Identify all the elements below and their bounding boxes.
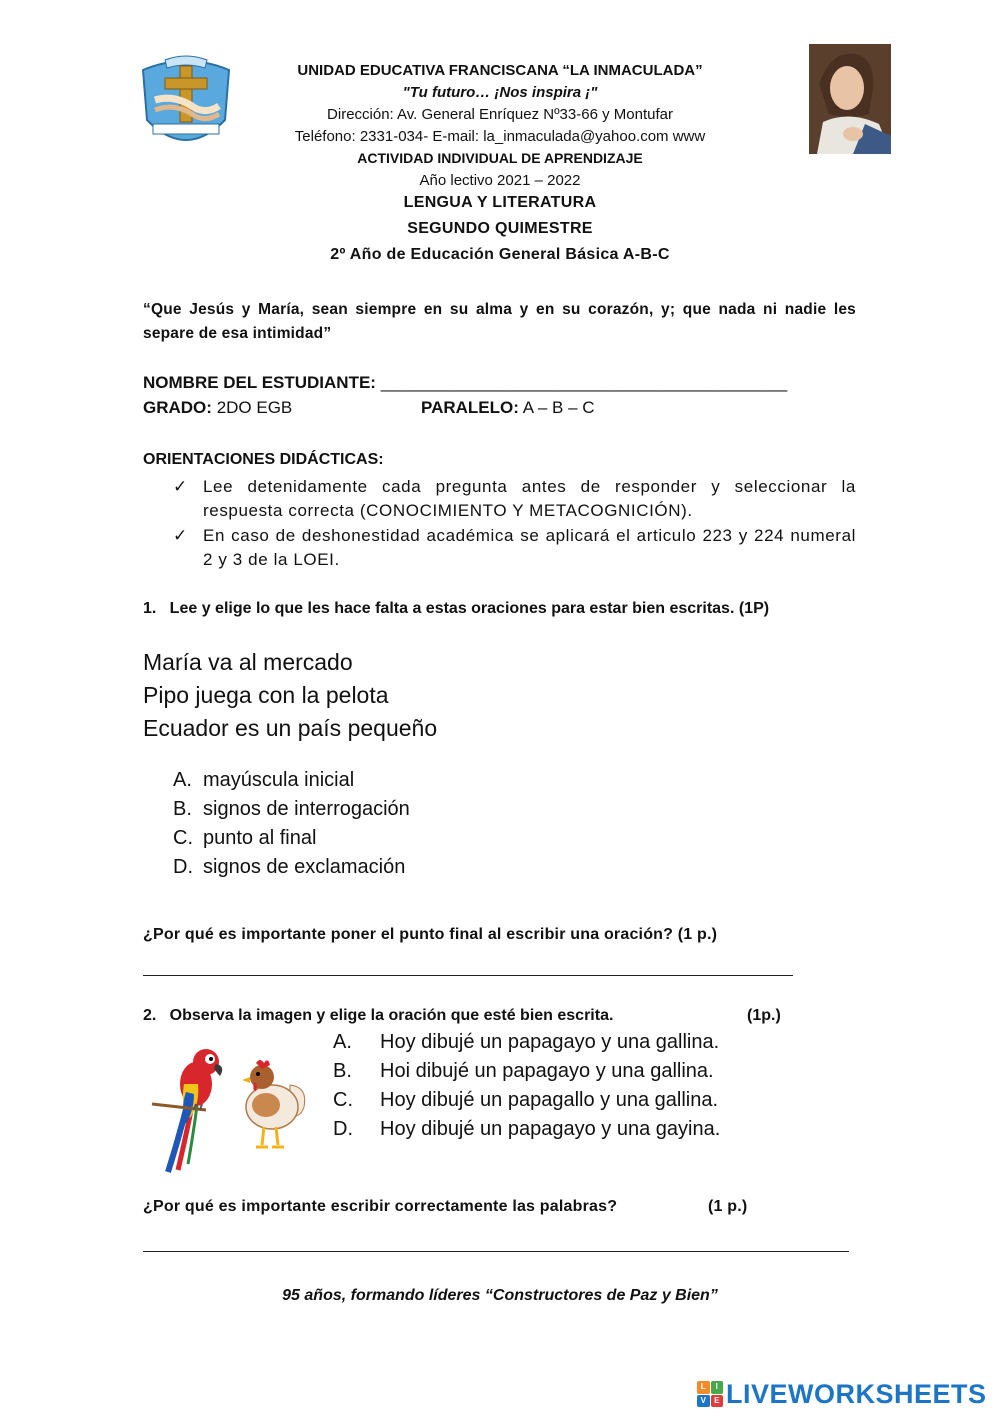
religious-quote: “Que Jesús y María, sean siempre en su alma y en su corazón, y; que nada ni nadie les separe de esa intimidad” — [143, 301, 856, 342]
student-name-label: NOMBRE DEL ESTUDIANTE: — [143, 373, 376, 392]
q1-sentence: Pipo juega con la pelota — [143, 682, 389, 708]
parallel-value: A – B – C — [522, 398, 595, 417]
grade-value: 2DO EGB — [216, 398, 293, 417]
question-2-points: (1p.) — [747, 1007, 781, 1024]
student-name-blank[interactable]: ___________________________________________ — [380, 373, 788, 392]
option-text: signos de interrogación — [203, 798, 410, 820]
parallel-label: PARALELO: — [421, 398, 519, 417]
orientation-text: Lee detenidamente cada pregunta antes de responder y seleccionar la respuesta correcta (CONOCIMIENTO Y METACOGNICIÓN). — [203, 477, 856, 520]
student-name-row — [143, 373, 787, 393]
question-1-followup: ¿Por qué es importante poner el punto final al escribir una oración? (1 p.) — [143, 926, 718, 943]
question-2-text: 2. Observa la imagen y elige la oración que esté bien escrita. — [143, 1007, 614, 1024]
grade-label: GRADO: — [143, 398, 212, 417]
q2-option-c[interactable] — [333, 1089, 718, 1112]
school-address: Dirección: Av. General Enríquez Nº33-66 y Montufar — [327, 106, 673, 123]
grade-title: 2º Año de Educación General Básica A-B-C — [330, 246, 670, 263]
footer-slogan: 95 años, formando líderes “Constructores de Paz y Bien” — [282, 1287, 718, 1304]
question-2-followup-points: (1 p.) — [708, 1198, 748, 1215]
q2-option-b[interactable] — [333, 1060, 714, 1083]
q2-option-a[interactable] — [333, 1031, 719, 1054]
q1-option-b[interactable] — [173, 798, 410, 821]
hen-illustration — [236, 1055, 308, 1153]
q1-option-a[interactable] — [173, 769, 354, 792]
liveworksheets-watermark — [697, 1378, 987, 1409]
option-text: punto al final — [203, 827, 317, 849]
orientations-title: ORIENTACIONES DIDÁCTICAS: — [143, 451, 384, 468]
liveworksheets-badge-icon: L I V E — [697, 1381, 723, 1407]
option-letter: A. — [333, 1031, 352, 1053]
q1-sentence: María va al mercado — [143, 649, 353, 675]
q1-sentence: Ecuador es un país pequeño — [143, 715, 438, 741]
option-letter: C. — [333, 1089, 353, 1111]
option-letter: B. — [173, 798, 192, 820]
option-letter: C. — [173, 827, 193, 849]
option-text: Hoy dibujé un papagayo y una gallina. — [380, 1031, 720, 1053]
orientation-item — [173, 524, 856, 572]
checkmark-icon: ✓ — [173, 477, 188, 496]
option-text: Hoy dibujé un papagallo y una gallina. — [380, 1089, 719, 1111]
liveworksheets-wordmark: LIVEWORKSHEETS — [726, 1378, 987, 1409]
virgin-mary-portrait — [809, 44, 891, 154]
option-text: signos de exclamación — [203, 856, 406, 878]
option-text: Hoy dibujé un papagayo y una gayina. — [380, 1118, 721, 1140]
question-1-prompt: 1. Lee y elige lo que les hace falta a estas oraciones para estar bien escritas. (1P) — [143, 600, 770, 617]
answer-line-2[interactable] — [143, 1251, 849, 1252]
orientation-item — [173, 475, 856, 523]
question-2-prompt — [143, 1007, 793, 1025]
option-text: mayúscula inicial — [203, 769, 355, 791]
option-letter: B. — [333, 1060, 352, 1082]
answer-line-1[interactable] — [143, 975, 793, 976]
question-2-followup-text: ¿Por qué es importante escribir correctamente las palabras? — [143, 1198, 618, 1215]
q1-option-c[interactable] — [173, 827, 316, 850]
option-letter: A. — [173, 769, 192, 791]
school-name: UNIDAD EDUCATIVA FRANCISCANA “LA INMACULADA” — [297, 62, 703, 79]
grade-row — [143, 398, 843, 418]
option-letter: D. — [333, 1118, 353, 1140]
option-letter: D. — [173, 856, 193, 878]
school-year: Año lectivo 2021 – 2022 — [419, 172, 581, 189]
parallel-field — [421, 398, 595, 418]
orientation-text: En caso de deshonestidad académica se aplicará el articulo 223 y 224 numeral 2 y 3 de la LOEI. — [203, 526, 856, 569]
option-text: Hoi dibujé un papagayo y una gallina. — [380, 1060, 714, 1082]
school-crest-logo — [135, 50, 237, 158]
checkmark-icon: ✓ — [173, 526, 188, 545]
term-title: SEGUNDO QUIMESTRE — [407, 220, 593, 237]
activity-title: ACTIVIDAD INDIVIDUAL DE APRENDIZAJE — [357, 150, 643, 166]
q1-option-d[interactable] — [173, 856, 405, 879]
question-2-followup — [143, 1198, 783, 1216]
school-contact: Teléfono: 2331-034- E-mail: la_inmaculada@yahoo.com www — [294, 128, 706, 145]
parrot-illustration — [150, 1044, 230, 1174]
q2-option-d[interactable] — [333, 1118, 720, 1141]
subject-title: LENGUA Y LITERATURA — [403, 194, 597, 211]
school-motto: "Tu futuro… ¡Nos inspira ¡" — [402, 84, 598, 101]
